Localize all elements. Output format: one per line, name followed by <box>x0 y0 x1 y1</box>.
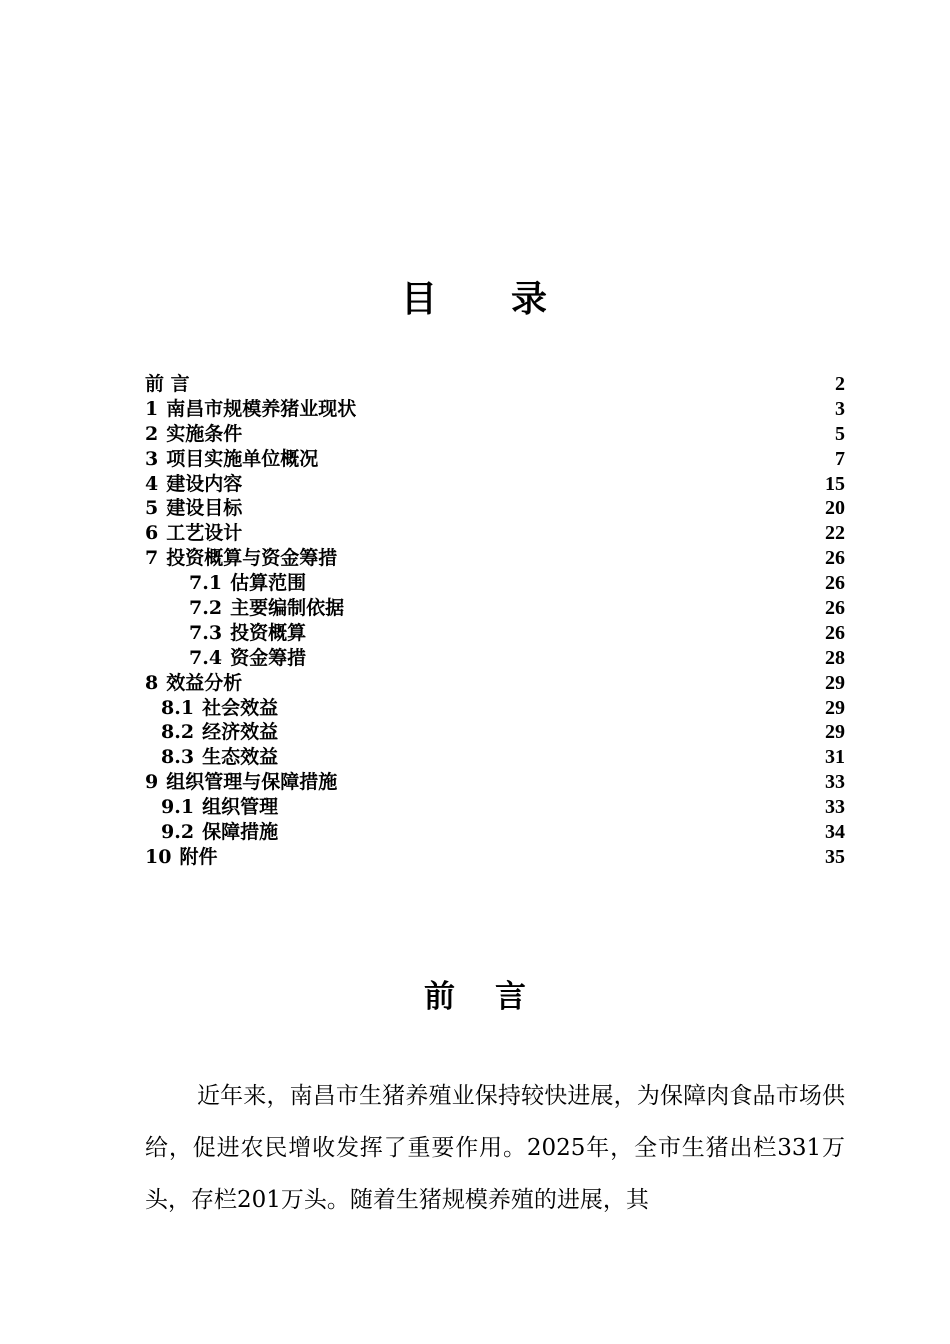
toc-entry[interactable] <box>145 397 845 422</box>
toc-entry[interactable] <box>145 546 845 571</box>
toc-entry-number: 7.2 <box>189 597 223 620</box>
toc-entry[interactable] <box>145 845 845 870</box>
toc-entry-heading <box>145 496 242 521</box>
toc-entry-heading <box>161 720 278 745</box>
toc-entry-number: 2 <box>145 422 159 445</box>
toc-entry-number: 9 <box>145 771 159 794</box>
toc-entry-label: 组织管理 <box>202 796 279 819</box>
toc-entry-number: 3 <box>145 447 159 470</box>
preface-paragraph: 近年来，南昌市生猪养殖业保持较快进展，为保障肉食品市场供给，促进农民增收发挥了重要作用。2025年，全市生猪出栏331万头，存栏201万头。随着生猪规模养殖的进展，其 <box>145 1083 845 1213</box>
toc-entry-page: 15 <box>825 472 845 495</box>
toc-entry-page: 20 <box>825 497 845 520</box>
toc-entry-page: 29 <box>825 696 845 719</box>
toc-entry-label: 南昌市规模养猪业现状 <box>166 397 357 420</box>
toc-entry-page: 34 <box>825 821 845 844</box>
toc-entry-label: 经济效益 <box>202 721 279 744</box>
toc-entry[interactable] <box>145 521 845 546</box>
toc-entry-label: 实施条件 <box>166 422 243 445</box>
toc-entry[interactable] <box>145 496 845 521</box>
toc-entry-label: 保障措施 <box>202 821 279 844</box>
toc-entry-page: 5 <box>835 422 845 445</box>
toc-entry-heading <box>145 372 190 397</box>
toc-entry[interactable] <box>145 596 845 621</box>
toc-entry-heading <box>145 521 242 546</box>
toc-entry-number: 7.4 <box>189 646 223 669</box>
toc-entry-label: 效益分析 <box>166 671 243 694</box>
preface-title-left: 前 <box>424 979 455 1015</box>
toc-entry-heading <box>145 447 318 472</box>
toc-entry[interactable] <box>145 671 845 696</box>
toc-entry[interactable] <box>145 696 845 721</box>
toc-entry-page: 29 <box>825 721 845 744</box>
toc-entry[interactable] <box>145 372 845 397</box>
toc-entry-label: 建设内容 <box>166 472 243 495</box>
toc-title <box>0 274 950 326</box>
toc-entry-page: 35 <box>825 845 845 868</box>
toc-entry[interactable] <box>145 745 845 770</box>
toc-entry-number: 1 <box>145 397 159 420</box>
toc-entry-heading <box>189 571 306 596</box>
toc-entry-page: 2 <box>835 373 845 395</box>
toc-entry[interactable] <box>145 472 845 497</box>
toc-entry[interactable] <box>145 571 845 596</box>
toc-entry-number: 7.3 <box>189 621 223 644</box>
toc-entry-label: 社会效益 <box>202 696 279 719</box>
toc-entry-number: 7.1 <box>189 572 223 595</box>
toc-entry[interactable] <box>145 422 845 447</box>
toc-entry-number: 7 <box>145 547 159 570</box>
toc-entry-heading <box>145 845 217 870</box>
toc-entry-number: 8 <box>145 671 159 694</box>
toc-entry-page: 26 <box>825 547 845 570</box>
toc-entry-heading <box>189 596 344 621</box>
toc-entry-label: 投资概算与资金筹措 <box>166 547 338 570</box>
toc-entry-heading <box>161 795 278 820</box>
preface-title <box>0 972 950 1022</box>
toc-entry-number: 9.1 <box>161 796 195 819</box>
toc-title-left: 目 <box>400 279 439 320</box>
toc-entry-heading <box>145 472 242 497</box>
toc-entry-heading <box>161 745 278 770</box>
toc-entry-heading <box>145 397 356 422</box>
toc-entry-page: 31 <box>825 746 845 769</box>
toc-entry[interactable] <box>145 621 845 646</box>
toc-entry[interactable] <box>145 646 845 671</box>
toc-entry-number: 8.3 <box>161 746 195 769</box>
toc-entry-number: 8.2 <box>161 721 195 744</box>
toc-entry-number: 10 <box>145 845 172 868</box>
toc-entry-heading <box>189 646 306 671</box>
toc-entry[interactable] <box>145 795 845 820</box>
toc-entry[interactable] <box>145 720 845 745</box>
toc-entry-label: 附件 <box>179 845 218 868</box>
toc-entry-page: 33 <box>825 796 845 819</box>
toc-entry-heading <box>161 696 278 721</box>
toc-entry[interactable] <box>145 447 845 472</box>
toc-entry-page: 3 <box>835 397 845 420</box>
preface-title-right: 言 <box>495 979 526 1015</box>
toc-entry-page: 26 <box>825 597 845 620</box>
toc-entry-number: 9.2 <box>161 821 195 844</box>
toc-entry-number: 4 <box>145 472 159 495</box>
toc-entry-page: 29 <box>825 671 845 694</box>
toc-entry[interactable] <box>145 820 845 845</box>
toc-entry-page: 33 <box>825 771 845 794</box>
toc-entry-label: 前 言 <box>145 373 190 395</box>
toc-entry-page: 28 <box>825 646 845 669</box>
toc-entry-page: 7 <box>835 447 845 470</box>
toc-entry-heading <box>189 621 306 646</box>
toc-entry-heading <box>145 671 242 696</box>
toc-entry-page: 22 <box>825 522 845 545</box>
toc-entry-label: 主要编制依据 <box>230 597 345 620</box>
toc-entry-heading <box>161 820 278 845</box>
toc-entry-number: 8.1 <box>161 696 195 719</box>
toc-entry-label: 工艺设计 <box>166 522 243 545</box>
table-of-contents <box>145 372 845 870</box>
toc-entry-label: 投资概算 <box>230 621 307 644</box>
toc-entry-label: 生态效益 <box>202 746 279 769</box>
toc-entry-heading <box>145 546 337 571</box>
toc-entry-label: 建设目标 <box>166 497 243 520</box>
toc-entry-heading <box>145 422 242 447</box>
toc-entry-label: 资金筹措 <box>230 646 307 669</box>
toc-entry-label: 估算范围 <box>230 572 307 595</box>
toc-entry[interactable] <box>145 770 845 795</box>
toc-entry-number: 6 <box>145 522 159 545</box>
toc-entry-heading <box>145 770 337 795</box>
toc-entry-label: 组织管理与保障措施 <box>166 771 338 794</box>
toc-entry-label: 项目实施单位概况 <box>166 447 319 470</box>
toc-entry-number: 5 <box>145 497 159 520</box>
toc-entry-page: 26 <box>825 572 845 595</box>
toc-title-right: 录 <box>511 279 550 320</box>
toc-entry-page: 26 <box>825 621 845 644</box>
